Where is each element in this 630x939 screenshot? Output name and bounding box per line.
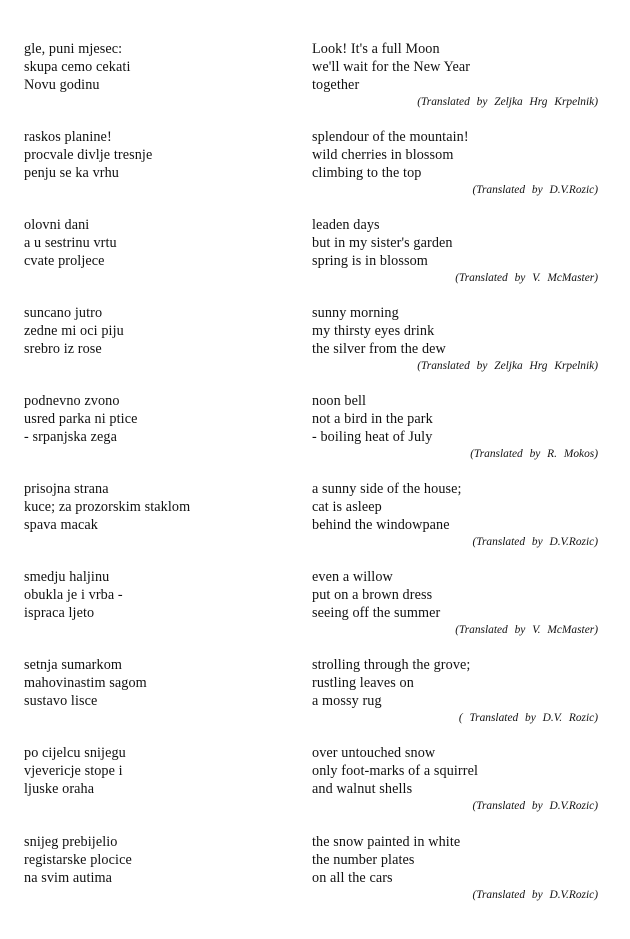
haiku-stanza xyxy=(0,129,630,209)
original-line: ispraca ljeto xyxy=(24,604,95,621)
original-line: srebro iz rose xyxy=(24,340,102,357)
original-line: spava macak xyxy=(24,516,98,533)
original-line: ljuske oraha xyxy=(24,780,95,797)
original-line: prisojna strana xyxy=(24,481,109,497)
original-line: po cijelcu snijegu xyxy=(24,745,126,761)
haiku-stanza xyxy=(0,305,630,385)
original-line: raskos planine! xyxy=(24,129,112,145)
translation-line: wild cherries in blossom xyxy=(312,146,454,163)
translation-line: but in my sister's garden xyxy=(312,234,453,251)
translation-line: noon bell xyxy=(312,393,367,409)
haiku-stanza xyxy=(0,569,630,649)
translation-line: only foot-marks of a squirrel xyxy=(312,762,479,779)
original-line: vjevericje stope i xyxy=(24,762,123,779)
haiku-stanza xyxy=(0,393,630,473)
translator-credit: (Translated by R. Mokos) xyxy=(470,448,598,460)
original-line: obukla je i vrba - xyxy=(24,586,123,603)
translation-line: together xyxy=(312,76,360,93)
translator-credit: (Translated by D.V.Rozic) xyxy=(472,184,598,196)
translator-credit: (Translated by Zeljka Hrg Krpelnik) xyxy=(417,96,598,108)
original-line: registarske plocice xyxy=(24,851,132,868)
haiku-stanza xyxy=(0,834,630,914)
translation-line: climbing to the top xyxy=(312,164,422,181)
original-line: kuce; za prozorskim staklom xyxy=(24,498,191,515)
translation-line: leaden days xyxy=(312,217,380,233)
translation-line: spring is in blossom xyxy=(312,252,428,269)
english-translation xyxy=(312,834,612,887)
translator-credit: (Translated by D.V.Rozic) xyxy=(472,800,598,812)
translator-credit: (Translated by Zeljka Hrg Krpelnik) xyxy=(417,360,598,372)
english-translation xyxy=(312,41,612,94)
translator-credit: (Translated by V. McMaster) xyxy=(455,272,598,284)
original-line: mahovinastim sagom xyxy=(24,674,147,691)
original-line: cvate proljece xyxy=(24,252,105,269)
original-line: skupa cemo cekati xyxy=(24,58,131,75)
haiku-stanza xyxy=(0,481,630,561)
croatian-original xyxy=(24,481,284,534)
translation-line: the snow painted in white xyxy=(312,834,461,850)
translation-line: we'll wait for the New Year xyxy=(312,58,471,75)
translator-credit: (Translated by D.V.Rozic) xyxy=(472,889,598,901)
croatian-original xyxy=(24,745,284,798)
translation-line: put on a brown dress xyxy=(312,586,433,603)
translation-line: even a willow xyxy=(312,569,393,585)
translation-line: a sunny side of the house; xyxy=(312,481,462,497)
translation-line: - boiling heat of July xyxy=(312,428,433,445)
original-line: snijeg prebijelio xyxy=(24,834,118,850)
translation-line: the number plates xyxy=(312,851,415,868)
original-line: a u sestrinu vrtu xyxy=(24,234,117,251)
croatian-original xyxy=(24,129,284,182)
original-line: Novu godinu xyxy=(24,76,100,93)
original-line: suncano jutro xyxy=(24,305,103,321)
original-line: penju se ka vrhu xyxy=(24,164,119,181)
original-line: - srpanjska zega xyxy=(24,428,117,445)
croatian-original xyxy=(24,217,284,270)
translation-line: behind the windowpane xyxy=(312,516,450,533)
croatian-original xyxy=(24,305,284,358)
translation-line: strolling through the grove; xyxy=(312,657,471,673)
original-line: gle, puni mjesec: xyxy=(24,41,123,57)
original-line: setnja sumarkom xyxy=(24,657,123,673)
croatian-original xyxy=(24,569,284,622)
translator-credit: (Translated by D.V.Rozic) xyxy=(472,536,598,548)
english-translation xyxy=(312,305,612,358)
translation-line: rustling leaves on xyxy=(312,674,414,691)
original-line: olovni dani xyxy=(24,217,90,233)
original-line: na svim autima xyxy=(24,869,113,886)
haiku-stanza xyxy=(0,657,630,737)
translation-line: cat is asleep xyxy=(312,498,382,515)
croatian-original xyxy=(24,657,284,710)
translation-line: Look! It's a full Moon xyxy=(312,41,440,57)
translation-line: sunny morning xyxy=(312,305,399,321)
english-translation xyxy=(312,481,612,534)
english-translation xyxy=(312,745,612,798)
original-line: podnevno zvono xyxy=(24,393,120,409)
original-line: sustavo lisce xyxy=(24,692,98,709)
haiku-stanza xyxy=(0,41,630,121)
translation-line: on all the cars xyxy=(312,869,393,886)
haiku-stanza xyxy=(0,745,630,825)
english-translation xyxy=(312,393,612,446)
haiku-stanza xyxy=(0,217,630,297)
english-translation xyxy=(312,129,612,182)
translation-line: seeing off the summer xyxy=(312,604,441,621)
translation-line: and walnut shells xyxy=(312,780,413,797)
original-line: procvale divlje tresnje xyxy=(24,146,153,163)
translator-credit: (Translated by V. McMaster) xyxy=(455,624,598,636)
croatian-original xyxy=(24,834,284,887)
translation-line: the silver from the dew xyxy=(312,340,446,357)
original-line: usred parka ni ptice xyxy=(24,410,138,427)
original-line: smedju haljinu xyxy=(24,569,110,585)
translation-line: over untouched snow xyxy=(312,745,436,761)
translation-line: splendour of the mountain! xyxy=(312,129,469,145)
translation-line: a mossy rug xyxy=(312,692,382,709)
croatian-original xyxy=(24,41,284,94)
english-translation xyxy=(312,569,612,622)
translator-credit: ( Translated by D.V. Rozic) xyxy=(458,712,598,724)
english-translation xyxy=(312,217,612,270)
croatian-original xyxy=(24,393,284,446)
english-translation xyxy=(312,657,612,710)
original-line: zedne mi oci piju xyxy=(24,322,124,339)
translation-line: not a bird in the park xyxy=(312,410,433,427)
translation-line: my thirsty eyes drink xyxy=(312,322,435,339)
